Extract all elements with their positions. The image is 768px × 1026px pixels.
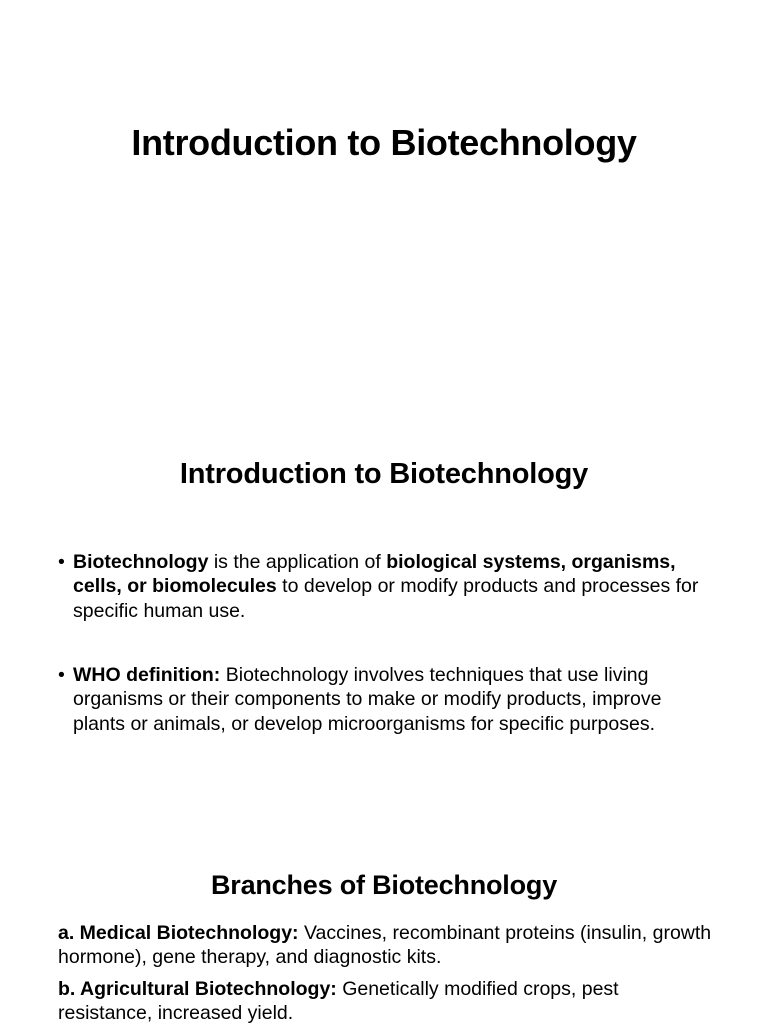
bullet-bold-text: Biotechnology — [73, 551, 209, 573]
branch-item-agricultural — [58, 977, 718, 1026]
definition-bullet — [58, 550, 718, 623]
bullet-text: to develop or modify products and processes for specific human use. — [73, 575, 699, 622]
branches-slide-heading: Branches of Biotechnology — [210, 870, 558, 900]
bullet-dot-icon: • — [58, 664, 65, 686]
bullet-bold-text: WHO definition: — [73, 664, 221, 686]
bullet-text: Biotechnology involves techniques that use living organisms or their components to make or modify products, improve plants or animals, or develop microorganisms for specific purposes. — [73, 664, 662, 735]
branch-item-medical — [58, 921, 718, 970]
intro-slide-heading: Introduction to Biotechnology — [179, 458, 589, 490]
bullet-bold-text: biological systems, organisms, cells, or biomolecules — [73, 551, 676, 598]
title-slide-heading: Introduction to Biotechnology — [131, 122, 637, 163]
branch-label: a. Medical Biotechnology: — [58, 922, 299, 944]
who-definition-bullet — [58, 663, 718, 736]
bullet-text: is the application of — [208, 551, 387, 573]
branch-text: Vaccines, recombinant proteins (insulin, growth hormone), gene therapy, and diagnostic kits. — [58, 922, 712, 969]
bullet-dot-icon: • — [58, 551, 65, 573]
branch-text: Genetically modified crops, pest resistance, increased yield. — [58, 978, 619, 1025]
branch-label: b. Agricultural Biotechnology: — [58, 978, 337, 1000]
